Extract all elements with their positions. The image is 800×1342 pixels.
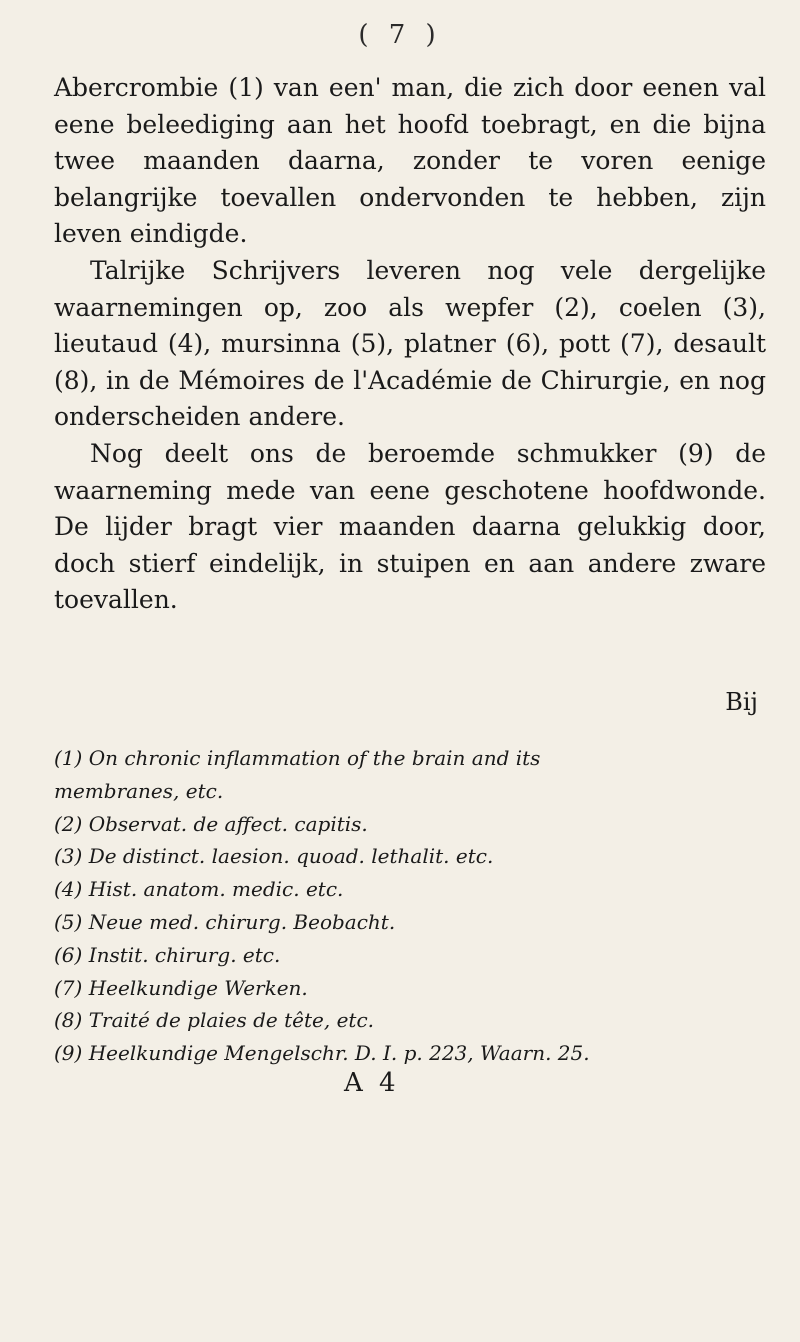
footnote-8: (8) Traité de plaies de tête, etc. [54,1008,374,1033]
catchword: Bij [725,688,758,716]
footnote-1-continued: membranes, etc. [54,778,224,803]
footnote-3: (3) De distinct. laesion. quoad. lethalit. etc. [54,844,494,869]
main-text [54,70,766,619]
footnote-2: (2) Observat. de affect. capitis. [54,811,368,836]
footnote-6: (6) Instit. chirurg. etc. [54,942,281,967]
paragraph-2: Talrijke Schrijvers leveren nog vele dergelijke waarnemingen op, zoo als wepfer (2), coelen (3), lieutaud (4), mursinna (5), platner (6), pott (7), desault (8), in de Mémoires de l'Académie de Chirurgie, en nog onderscheiden andere. [54,255,766,432]
page-number: ( 7 ) [358,20,442,50]
signature-mark: A 4 [344,1068,400,1098]
footnote-1: (1) On chronic inflammation of the brain and its [54,746,541,770]
footnotes [54,742,766,1070]
paragraph-1: Abercrombie (1) van een' man, die zich door eenen val eene beleediging aan het hoofd toebragt, en die bijna twee maanden daarna, zonder te voren eenige belangrijke toevallen ondervonden te hebben, zijn leven eindigde. [54,73,766,249]
footnote-9: (9) Heelkundige Mengelschr. D. I. p. 223, Waarn. 25. [54,1041,590,1066]
paragraph-3: Nog deelt ons de beroemde schmukker (9) de waarneming mede van eene geschotene hoofdwonde. De lijder bragt vier maanden daarna gelukkig door, doch stierf eindelijk, in stuipen en aan andere zware toevallen. [54,438,766,615]
footnote-7: (7) Heelkundige Werken. [54,975,308,1000]
footnote-5: (5) Neue med. chirurg. Beobacht. [54,909,396,934]
footnote-4: (4) Hist. anatom. medic. etc. [54,877,344,902]
